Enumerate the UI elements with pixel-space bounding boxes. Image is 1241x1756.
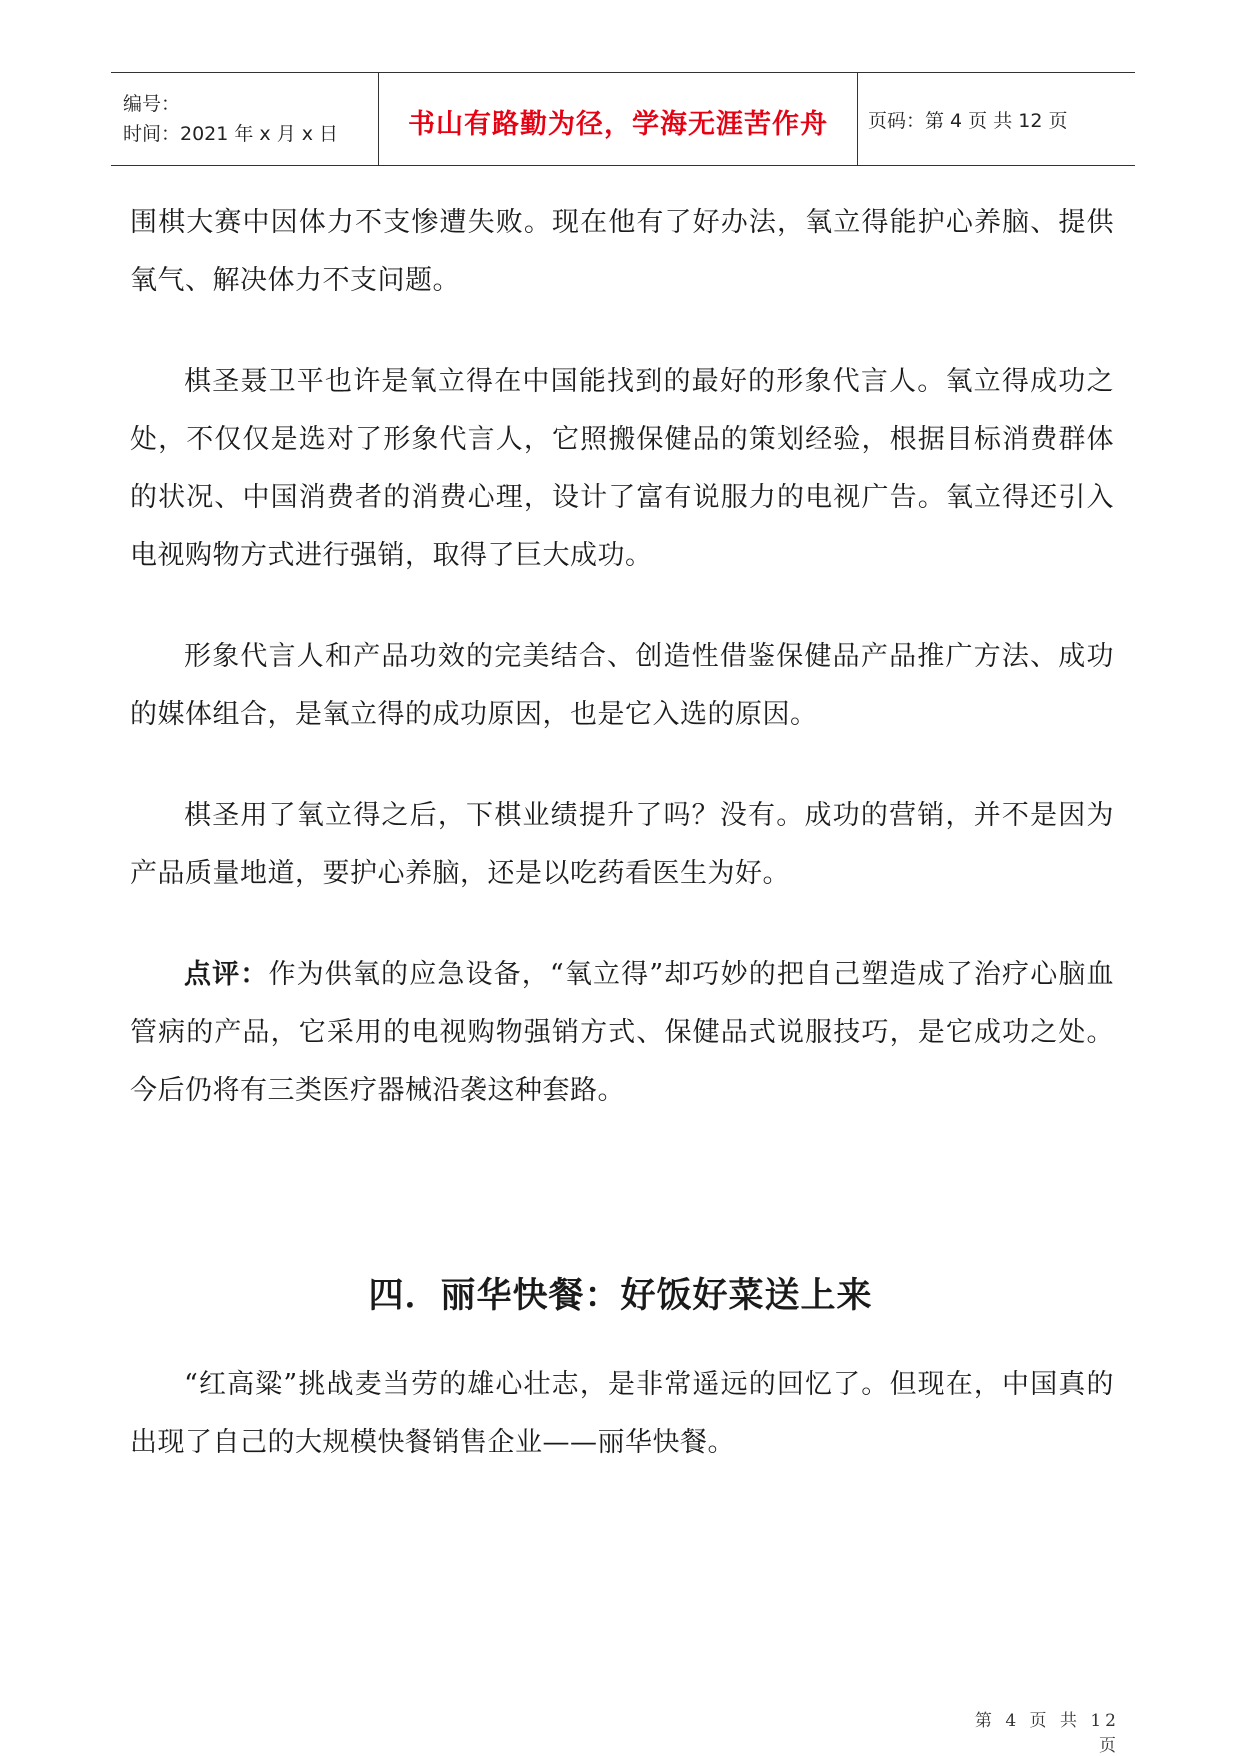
time-label: 时间：2021 年 x 月 x 日 (123, 123, 339, 145)
comment-paragraph (130, 946, 1114, 1120)
paragraph-2: 棋圣聂卫平也许是氧立得在中国能找到的最好的形象代言人。氧立得成功之处，不仅仅是选对了形象代言人，它照搬保健品的策划经验，根据目标消费群体的状况、中国消费者的消费心理，设计了富有说服力的电视广告。氧立得还引入电视购物方式进行强销，取得了巨大成功。 (130, 366, 1114, 571)
main-content (130, 194, 1114, 1163)
paragraph-5: “红高粱”挑战麦当劳的雄心壮志，是非常遥远的回忆了。但现在，中国真的出现了自己的大规模快餐销售企业——丽华快餐。 (130, 1369, 1114, 1458)
comment-text: 作为供氧的应急设备，“氧立得”却巧妙的把自己塑造成了治疗心脑血管病的产品，它采用的电视购物强销方式、保健品式说服技巧，是它成功之处。今后仍将有三类医疗器械沿袭这种套路。 (130, 959, 1115, 1106)
paragraph-4: 棋圣用了氧立得之后，下棋业绩提升了吗？没有。成功的营销，并不是因为产品质量地道，要护心养脑，还是以吃药看医生为好。 (130, 800, 1114, 889)
motto: 书山有路勤为径，学海无涯苦作舟 (408, 108, 828, 140)
section-content (130, 1356, 1114, 1515)
paragraph-3: 形象代言人和产品功效的完美结合、创造性借鉴保健品产品推广方法、成功的媒体组合，是氧立得的成功原因，也是它入选的原因。 (130, 641, 1114, 730)
comment-label: 点评： (184, 959, 269, 990)
page-header (111, 72, 1135, 166)
serial-label: 编号： (123, 93, 181, 115)
header-meta (111, 73, 378, 165)
paragraph-1: 围棋大赛中因体力不支惨遭失败。现在他有了好办法，氧立得能护心养脑、提供氧气、解决体力不支问题。 (130, 207, 1114, 296)
section-title: 四．丽华快餐：好饭好菜送上来 (368, 1275, 873, 1316)
page-code: 页码：第 4 页 共 12 页 (868, 109, 1068, 132)
header-motto-cell (378, 73, 858, 165)
page-footer: 第 4 页 共 12 页 (974, 1711, 1120, 1756)
header-page-code-cell (858, 73, 1135, 165)
